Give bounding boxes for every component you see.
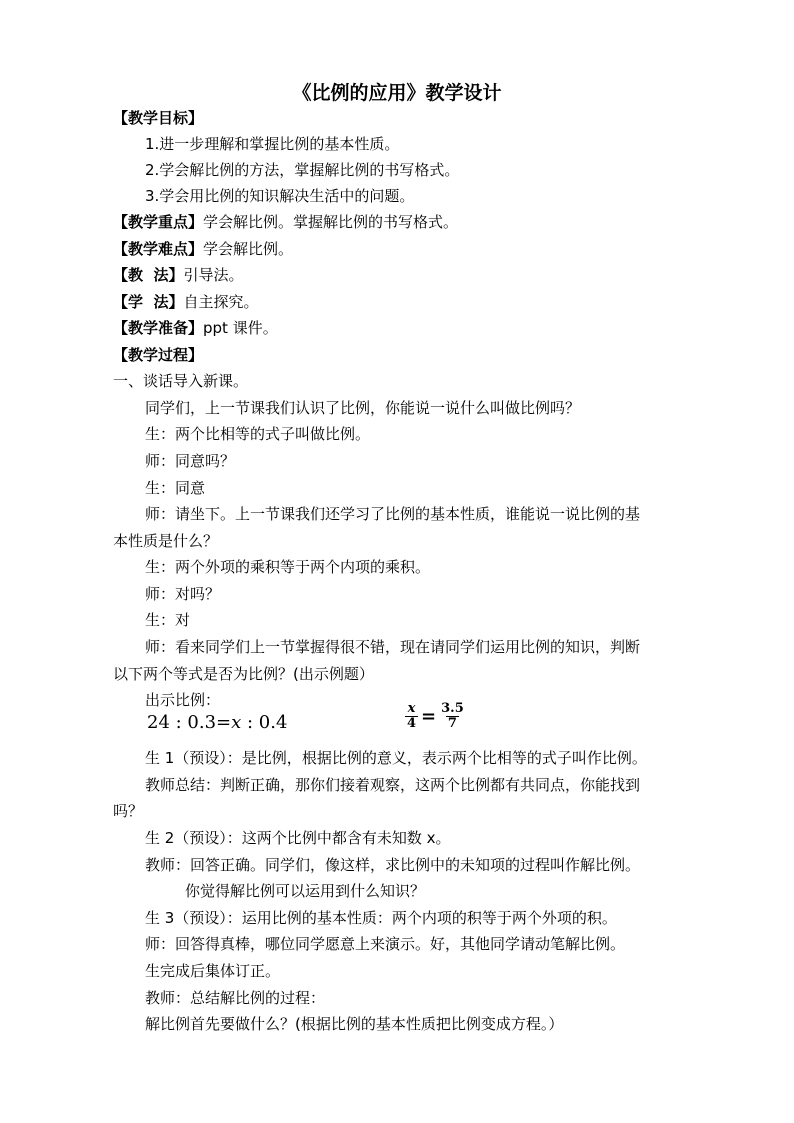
study-label: 【学 法】	[113, 293, 184, 311]
dialogue-line: 师：对吗？	[145, 585, 221, 603]
study-line	[113, 292, 258, 312]
dialogue-line: 教师：回答正确。同学们，像这样，求比例中的未知项的过程叫作解比例。	[145, 856, 641, 874]
key-points-line	[113, 212, 458, 232]
fraction-x-over-4	[405, 702, 418, 731]
dialogue-line: 出示比例：	[145, 691, 221, 709]
section-heading: 一、谈话导入新课。	[113, 372, 249, 390]
study-text: 自主探究。	[183, 293, 259, 311]
fraction-denominator: 7	[447, 716, 457, 731]
dialogue-line: 教师：总结解比例的过程：	[145, 989, 326, 1007]
example1-var: x	[231, 712, 242, 733]
objective-item: 2.学会解比例的方法，掌握解比例的书写格式。	[145, 161, 460, 179]
fraction-denominator: 4	[407, 716, 417, 731]
dialogue-line: 吗？	[113, 802, 144, 820]
difficulty-label: 【教学难点】	[113, 240, 204, 258]
dialogue-line: 本性质是什么？	[113, 532, 219, 550]
difficulty-line	[113, 239, 293, 259]
dialogue-line: 师：看来同学们上一节掌握得很不错，现在请同学们运用比例的知识，判断	[145, 638, 641, 656]
dialogue-line: 你觉得解比例可以运用到什么知识？	[185, 882, 426, 900]
dialogue-line: 生：两个比相等的式子叫做比例。	[145, 425, 371, 443]
method-text: 引导法。	[183, 266, 244, 284]
dialogue-line: 师：回答得真棒，哪位同学愿意上来演示。好，其他同学请动笔解比例。	[145, 935, 626, 953]
dialogue-line: 教师总结：判断正确，那你们接着观察，这两个比例都有共同点，你能找到	[145, 776, 641, 794]
dialogue-line: 生：对	[145, 611, 191, 629]
equals-sign: =	[421, 706, 437, 727]
example1-right: : 0.4	[241, 712, 288, 733]
dialogue-line: 同学们，上一节课我们认识了比例，你能说一说什么叫做比例吗？	[145, 399, 581, 417]
example-equation-1	[147, 712, 287, 733]
key-points-label: 【教学重点】	[113, 213, 204, 231]
dialogue-line: 师：请坐下。上一节课我们还学习了比例的基本性质，谁能说一说比例的基	[145, 505, 641, 523]
fraction-numerator: x	[407, 701, 416, 716]
dialogue-line: 以下两个等式是否为比例？(出示例题）	[113, 665, 374, 683]
method-line	[113, 265, 243, 285]
prep-line	[113, 318, 278, 338]
dialogue-line: 生 2（预设）：这两个比例中都含有未知数 x。	[145, 829, 451, 847]
example1-left: 24 : 0.3=	[147, 712, 232, 733]
difficulty-text: 学会解比例。	[203, 240, 294, 258]
dialogue-line: 生完成后集体订正。	[145, 962, 281, 980]
dialogue-line: 生：同意	[145, 479, 206, 497]
dialogue-line: 生 1（预设）：是比例，根据比例的意义，表示两个比相等的式子叫作比例。	[145, 749, 647, 767]
dialogue-line: 生：两个外项的乘积等于两个内项的乘积。	[145, 558, 431, 576]
fraction-3.5-over-7	[439, 702, 466, 731]
dialogue-line: 师：同意吗？	[145, 452, 236, 470]
key-points-text: 学会解比例。掌握解比例的书写格式。	[203, 213, 459, 231]
dialogue-line: 解比例首先要做什么？(根据比例的基本性质把比例变成方程。）	[145, 1015, 564, 1033]
fraction-numerator: 3.5	[441, 701, 464, 716]
objective-item: 3.学会用比例的知识解决生活中的问题。	[145, 187, 415, 205]
document-title: 《比例的应用》教学设计	[292, 82, 502, 104]
process-heading: 【教学过程】	[113, 346, 204, 364]
example-equation-2	[405, 702, 466, 731]
prep-text: ppt 课件。	[203, 319, 278, 337]
prep-label: 【教学准备】	[113, 319, 204, 337]
objective-item: 1.进一步理解和掌握比例的基本性质。	[145, 135, 400, 153]
method-label: 【教 法】	[113, 266, 184, 284]
objectives-heading: 【教学目标】	[113, 109, 204, 127]
dialogue-line: 生 3（预设）：运用比例的基本性质：两个内项的积等于两个外项的积。	[145, 909, 617, 927]
